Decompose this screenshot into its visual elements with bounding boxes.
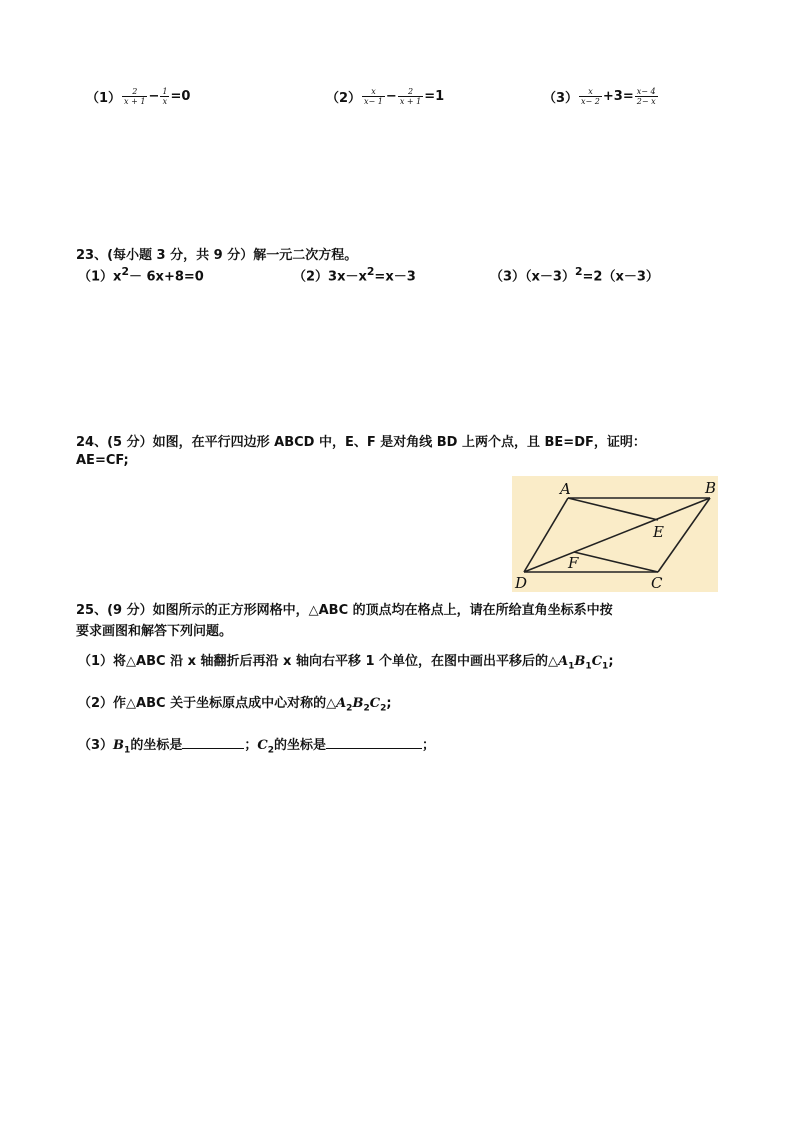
- punctuation: ;: [386, 696, 392, 711]
- q22-p3-fraction-2: [635, 87, 658, 106]
- exponent: 2: [574, 265, 583, 278]
- point-label-d: D: [515, 574, 528, 592]
- subscript: 2: [380, 703, 387, 714]
- q23-p1-term: x: [113, 269, 122, 285]
- q25-part2: [78, 692, 392, 714]
- subscript: 1: [568, 661, 575, 672]
- figure-background: [512, 476, 718, 592]
- minus-sign: −: [385, 89, 397, 104]
- q25-p1-text: （1）将△ABC 沿 x 轴翻折后再沿 x 轴向右平移 1 个单位，在图中画出平移后的△: [78, 654, 559, 669]
- q25-p3-label: （3）: [78, 738, 114, 753]
- point-label-e: E: [653, 523, 664, 541]
- point-label-f: F: [568, 554, 579, 572]
- equation-tail: =1: [424, 89, 445, 104]
- q22-p3-label: （3）: [543, 91, 579, 106]
- denominator: x− 1: [364, 97, 383, 106]
- point-label-b: B: [705, 479, 717, 497]
- exponent: 2: [121, 265, 129, 278]
- numerator: x: [579, 87, 602, 97]
- numerator: 1: [162, 87, 168, 96]
- vertex-c2: C: [369, 696, 381, 711]
- q23-p1-label: （1）: [78, 269, 114, 285]
- numerator: x− 4: [636, 87, 656, 96]
- vertex-a2: A: [336, 696, 347, 711]
- numerator: x: [362, 87, 385, 97]
- subscript: 1: [602, 661, 609, 672]
- q24-line1: 24、(5 分）如图，在平行四边形 ABCD 中，E、F 是对角线 BD 上两个点，且 BE=DF，证明：: [76, 435, 646, 450]
- vertex-a1: A: [558, 654, 569, 669]
- numerator: 2: [398, 87, 423, 97]
- q23-p2-term: 3x－x: [328, 269, 367, 285]
- q22-p2-label: （2）: [326, 91, 362, 106]
- denominator: x + 1: [124, 97, 146, 106]
- q22-part1: [86, 86, 190, 106]
- subscript: 1: [585, 661, 592, 672]
- punctuation: ;: [608, 654, 614, 669]
- denominator: x + 1: [399, 97, 422, 106]
- q23-p1-rest: － 6x+8=0: [128, 269, 204, 285]
- q24-line2: AE=CF;: [76, 453, 129, 468]
- exponent: 2: [366, 265, 375, 278]
- q25-line2: 要求画图和解答下列问题。: [76, 624, 233, 639]
- q22-part2: [326, 86, 444, 106]
- q22-part3: [543, 86, 659, 106]
- point-b1: B: [113, 738, 125, 753]
- q23-p2-label: （2）: [293, 269, 329, 285]
- vertex-c1: C: [591, 654, 603, 669]
- q23-p3-rest: =2（x－3）: [582, 269, 659, 285]
- minus-sign: −: [148, 89, 160, 104]
- point-label-c: C: [651, 574, 663, 592]
- denominator: x− 2: [581, 97, 600, 106]
- q23-p2-rest: =x－3: [374, 269, 416, 285]
- q22-p2-fraction-2: [398, 87, 423, 106]
- q23-part2: [293, 265, 416, 284]
- parallelogram-figure: [512, 476, 718, 592]
- q22-p3-fraction-1: [579, 87, 602, 106]
- point-label-a: A: [560, 480, 571, 498]
- vertex-b2: B: [352, 696, 364, 711]
- separator: ；: [244, 738, 258, 753]
- denominator: x: [162, 97, 168, 106]
- q23-p3-term: （x－3）: [525, 269, 575, 285]
- punctuation: ；: [421, 738, 435, 753]
- q22-p2-fraction-1: [362, 87, 385, 106]
- q25-line1: 25、(9 分）如图所示的正方形网格中，△ABC 的顶点均在格点上，请在所给直角坐标系中按: [76, 603, 613, 618]
- q23-part3: [490, 265, 659, 284]
- point-c2: C: [257, 738, 268, 753]
- subscript: 1: [124, 745, 131, 756]
- b1-coordinate-blank[interactable]: [182, 736, 244, 749]
- denominator: 2− x: [636, 97, 656, 106]
- q25-part1: [78, 650, 614, 672]
- q22-p1-label: （1）: [86, 91, 122, 106]
- q23-p3-label: （3）: [490, 269, 526, 285]
- b1-coordinate-label: 的坐标是: [130, 738, 183, 753]
- q23-header: 23、(每小题 3 分，共 9 分）解一元二次方程。: [76, 248, 358, 263]
- q25-part3: [78, 734, 435, 756]
- q22-p1-fraction-2: [160, 87, 169, 106]
- subscript: 2: [363, 703, 370, 714]
- subscript: 2: [267, 745, 274, 756]
- q23-part1: [78, 265, 204, 284]
- q22-p1-fraction-1: [122, 87, 147, 106]
- vertex-b1: B: [574, 654, 586, 669]
- numerator: 2: [122, 87, 147, 97]
- equation-middle: +3=: [602, 89, 634, 104]
- subscript: 2: [346, 703, 353, 714]
- c2-coordinate-label: 的坐标是: [273, 738, 326, 753]
- equation-tail: =0: [170, 89, 191, 104]
- q25-p2-text: （2）作△ABC 关于坐标原点成中心对称的△: [78, 696, 337, 711]
- c2-coordinate-blank[interactable]: [326, 736, 422, 749]
